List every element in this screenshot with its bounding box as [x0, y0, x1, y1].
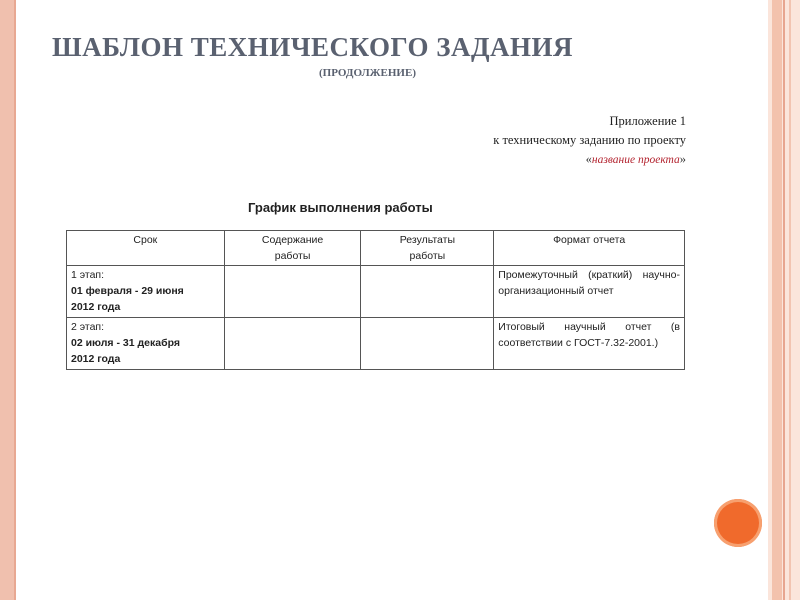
decorative-orange-circle: [714, 499, 762, 547]
quote-open: «: [585, 152, 592, 166]
stage-dates-1: 02 июля - 31 декабря: [71, 337, 180, 349]
header-results: [361, 231, 494, 266]
right-frame-line: [783, 0, 785, 600]
header-term: [67, 231, 225, 266]
header-results-line-1: Результаты: [399, 234, 456, 246]
header-results-line-2: работы: [409, 250, 446, 262]
table-title: График выполнения работы: [248, 200, 433, 215]
cell-results: [361, 266, 494, 318]
stage-label: 1 этап:: [71, 269, 105, 281]
table-row: [67, 318, 685, 370]
cell-term: [67, 266, 225, 318]
appendix-line-2: к техническому заданию по проекту: [493, 133, 686, 147]
cell-format: Промежуточный (краткий) научно-организационный отчет: [494, 266, 685, 318]
appendix-project: [493, 150, 686, 170]
slide-title: ШАБЛОН ТЕХНИЧЕСКОГО ЗАДАНИЯ: [52, 32, 574, 62]
stage-dates-2: 2012 года: [71, 353, 121, 365]
project-name: название проекта: [591, 154, 680, 166]
cell-content: [224, 266, 361, 318]
stage-dates-1: 01 февраля - 29 июня: [71, 285, 184, 297]
left-frame-band: [0, 0, 14, 600]
header-format: [494, 231, 685, 266]
slide-subtitle: (ПРОДОЛЖЕНИЕ): [319, 67, 416, 79]
header-content: [224, 231, 361, 266]
header-content-line-1: Содержание: [261, 234, 324, 246]
table-header-row: [67, 231, 685, 266]
header-term-label: Срок: [133, 234, 158, 246]
appendix-line-1: Приложение 1: [609, 114, 686, 128]
right-frame-line-outer: [789, 0, 791, 600]
stage-label: 2 этап:: [71, 321, 105, 333]
cell-content: [224, 318, 361, 370]
schedule-table: [66, 230, 685, 370]
right-frame-stripe: [772, 0, 782, 600]
cell-results: [361, 318, 494, 370]
header-content-line-2: работы: [274, 250, 311, 262]
table-row: [67, 266, 685, 318]
cell-term: [67, 318, 225, 370]
stage-dates-2: 2012 года: [71, 301, 121, 313]
left-frame-line: [14, 0, 16, 600]
header-format-label: Формат отчета: [553, 234, 626, 246]
appendix-note: [493, 112, 686, 170]
quote-close: »: [679, 152, 686, 166]
cell-format: Итоговый научный отчет (в соответствии с ГОСТ-7.32-2001.): [494, 318, 685, 370]
